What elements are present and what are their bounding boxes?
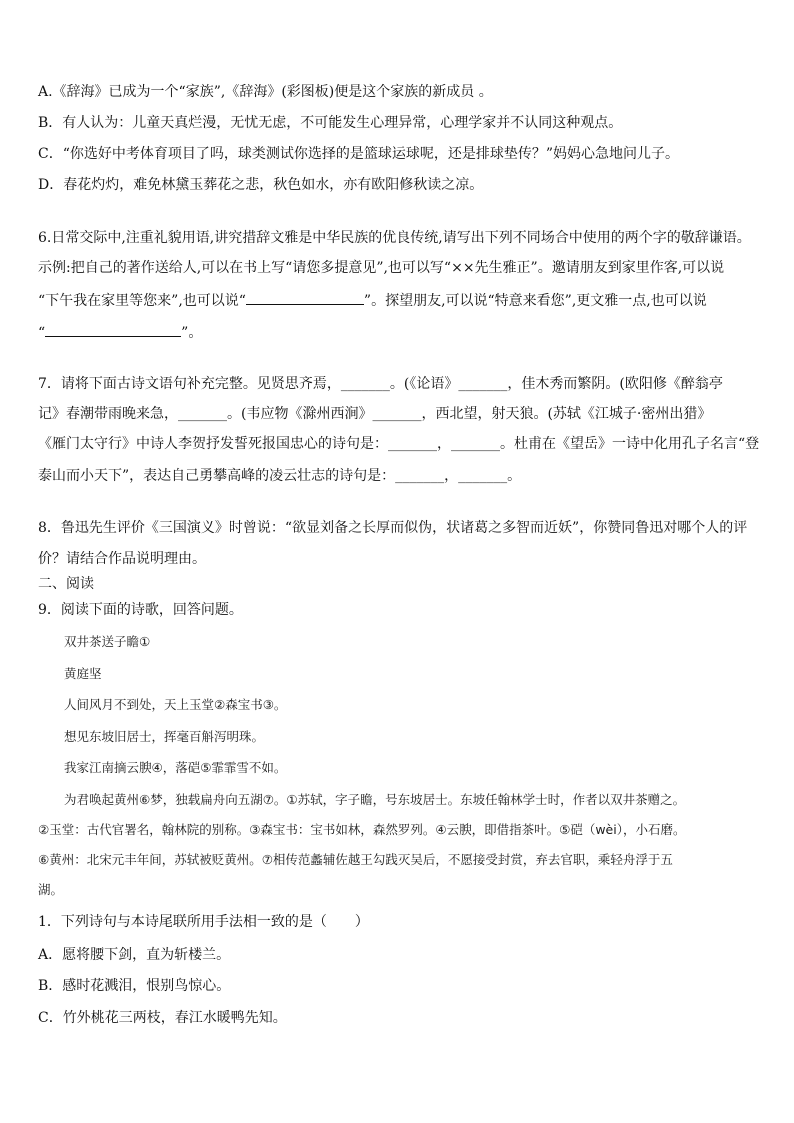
q8-line-1: 8．鲁迅先生评价《三国演义》时曾说：“欲显刘备之长厚而似伪，状诸葛之多智而近妖”，你赞同鲁迅对哪个人的评 [38,520,748,536]
section-title: 二、阅读 [38,576,94,592]
q9-title: 9．阅读下面的诗歌，回答问题。 [38,602,243,618]
q6-line-3-end: ”。探望朋友,可以说“特意来看您”,更文雅一点,也可以说 [363,293,707,309]
q6-line-4 [38,322,758,343]
note-line-1: ②玉堂：古代官署名，翰林院的别称。③森宝书：宝书如林，森然罗列。④云腴，即借指茶叶。⑤硙（wèi），小石磨。 [38,822,686,837]
option-d-text: D．春花灼灼，难免林黛玉葬花之悲，秋色如水，亦有欧阳修秋读之凉。 [38,177,484,193]
poem-line-4: 为君唤起黄州⑥梦，独载扁舟向五湖⑦。①苏轼，字子瞻，号东坡居士。东坡任翰林学士时，作者以双井茶赠之。 [64,792,686,807]
poem-line-1: 人间风月不到处，天上玉堂②森宝书③。 [64,697,287,712]
q7-line-2: 记》春潮带雨晚来急，_______。(韦应物《滁州西涧》_______，西北望，射天狼。(苏轼《江城子·密州出猎》 [38,406,712,422]
poem-line-3: 我家江南摘云腴④，落硙⑤霏霏雪不如。 [64,760,287,775]
q6-line-4-start: “ [38,325,46,341]
sub-q1-option-b: B．感时花溅泪，恨别鸟惊心。 [38,978,231,994]
q7-line-4: 泰山而小天下”，表达自己勇攀高峰的凌云壮志的诗句是：_______，_______。 [38,468,522,484]
option-a-text: A.《辞海》已成为一个“家族”,《辞海》(彩图板)便是这个家族的新成员 。 [38,84,493,100]
q6-line-3 [38,290,758,311]
q7-line-1: 7．请将下面古诗文语句补充完整。见贤思齐焉，_______。(《论语》_______，佳木秀而繁阴。(欧阳修《醉翁亭 [38,376,723,392]
sub-q1-stem: 1．下列诗句与本诗尾联所用手法相一致的是（ ） [38,914,369,930]
sub-q1-option-a: A．愿将腰下剑，直为斩楼兰。 [38,947,231,963]
q6-line-2: 示例:把自己的著作送给人,可以在书上写“请您多提意见”,也可以写“××先生雅正”。邀请朋友到家里作客,可以说 [38,260,725,276]
q6-line-4-end: ”。 [181,325,203,341]
poem-line-2: 想见东坡旧居士，挥毫百斛泻明珠。 [64,729,265,744]
note-line-2: ⑥黄州：北宋元丰年间，苏轼被贬黄州。⑦相传范蠡辅佐越王勾践灭吴后，不愿接受封赏，弃去官职，乘轻舟浮于五 [38,852,673,867]
q6-line-1: 6.日常交际中,注重礼貌用语,讲究措辞文雅是中华民族的优良传统,请写出下列不同场合中使用的两个字的敬辞谦语。 [38,230,751,246]
q8-line-2: 价？请结合作品说明理由。 [38,551,206,567]
option-c-text: C．“你选好中考体育项目了吗，球类测试你选择的是篮球运球呢，还是排球垫传？”妈妈心急地问儿子。 [38,146,680,162]
q6-answer-blank-1[interactable] [246,290,364,305]
poem-title: 双井茶送子瞻① [64,634,151,649]
sub-q1-option-c: C．竹外桃花三两枝，春江水暖鸭先知。 [38,1010,287,1026]
q6-line-3-start: “下午我在家里等您来”,也可以说“ [38,293,246,309]
q6-answer-blank-2[interactable] [45,322,181,337]
option-b-text: B．有人认为：儿童天真烂漫，无忧无虑，不可能发生心理异常，心理学家并不认同这种观点。 [38,115,623,131]
note-line-3: 湖。 [38,882,64,897]
poem-author: 黄庭坚 [64,666,102,681]
q7-line-3: 《雁门太守行》中诗人李贺抒发誓死报国忠心的诗句是：_______，_______。杜甫在《望岳》一诗中化用孔子名言“登 [38,436,760,452]
